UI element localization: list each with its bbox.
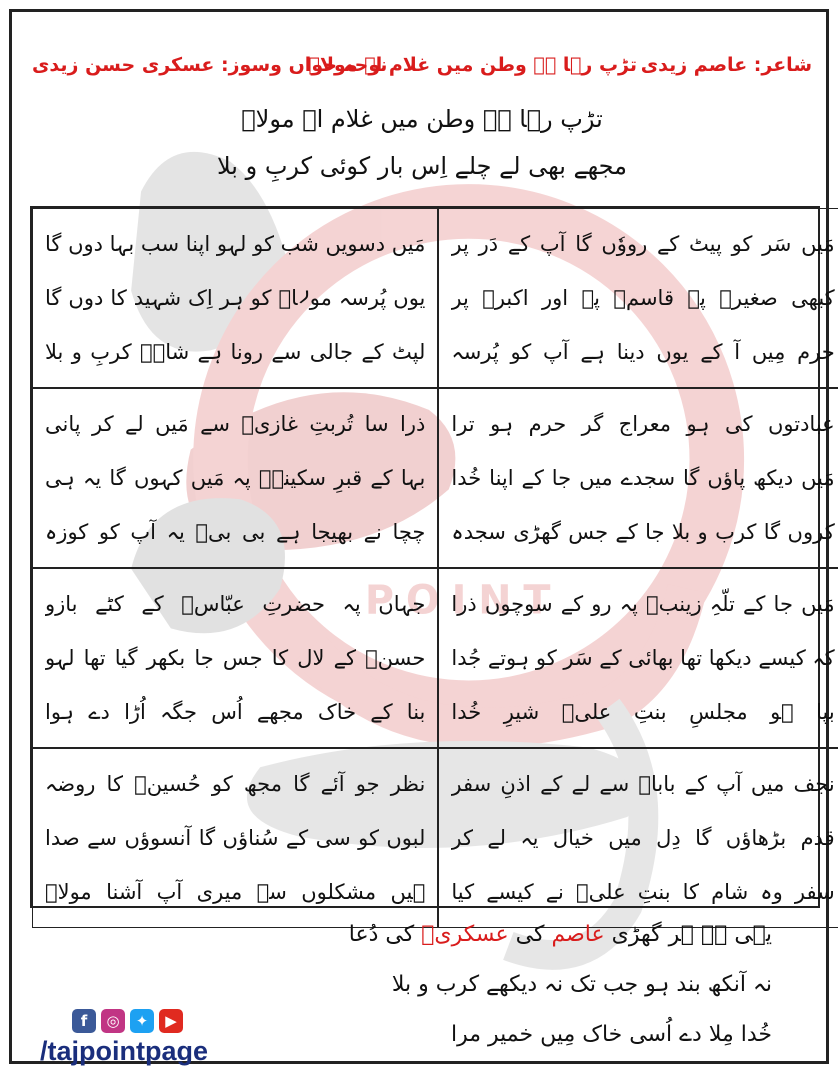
verse-line: کروں گا کرب و بلا جا کے جس گھڑی سجدہ [451,520,835,544]
intro-line-1: تڑپ رہا ہے وطن میں غلام اے مولاؑ [241,105,603,133]
poem-title: تڑپ رہا ہے وطن میں غلام اے مولاؑ [308,54,637,76]
verse-line: مَیں دیکھ پاؤں گا سجدے میں جا کے اپنا خُدا [451,466,835,490]
stanza-1-right [438,208,838,388]
stanza-4-left [32,748,438,928]
verse-line: چچا نے بھیجا ہے بی بیؑ یہ آپ کو کوزہ [45,520,426,544]
reciter-credit: نوحہ خواں وسوز: عسکری حسن زیدی [32,54,388,76]
verse-line: مَیں دسویں شب کو لہو اپنا سب بہا دوں گا [45,232,426,256]
verse-line: کہ کیسے دیکھا تھا بھائی کے سَر کو ہوتے جُدا [451,646,835,670]
verse-line: بنا کے خاک مجھے اُس جگہ اُڑا دے ہوا [45,700,426,724]
verse-line: حرم مِیں آ کے یوں دینا ہے آپ کو پُرسہ [451,340,835,364]
verse-line: ہیں مشکلوں سے میری آپ آشنا مولاؑ [45,880,426,904]
instagram-icon[interactable]: ◎ [101,1009,125,1033]
verse-line: لبوں کو سی کے سُناؤں گا آنسوؤں سے صدا [45,826,426,850]
verse-line: لپٹ کے جالی سے رونا ہے شاہؑ کربِ و بلا [45,340,426,364]
closing-line-2: نہ آنکھ بند ہو جب تک نہ دیکھے کرب و بلا [391,972,772,997]
youtube-icon[interactable]: ▶ [159,1009,183,1033]
verse-line: حسنؑ کے لال کا جس جا بکھر گیا تھا لہو [45,646,426,670]
verse-line: ذرا سا تُربتِ غازیؑ سے مَیں لے کر پانی [45,412,426,436]
svg-text:POINT: POINT [364,577,563,624]
poet-name-highlight: عاصم [551,922,605,947]
header [27,44,817,94]
stanza-table [30,206,835,908]
social-icons [72,1009,183,1033]
stanza-1-left [32,208,438,388]
verse-line: کبھی صغیرؑ پہ قاسمؑ پہ اور اکبرؑ پر [451,286,835,310]
verse-line: نجف میں آپ کے باباؑ سے لے کے اذنِ سفر [451,772,835,796]
twitter-icon[interactable]: ✦ [130,1009,154,1033]
closing-line-3: خُدا مِلا دے اُسی خاک مِیں خمیر مرا [451,1022,772,1047]
stanza-4-right [438,748,838,928]
verse-line: یوں پُرسہ مولاؑ کو ہر اِک شہید کا دوں گا [45,286,426,310]
intro-line-2: مجھے بھی لے چلے اِس بار کوئی کربِ و بلا [216,152,627,180]
stanza-3-left [32,568,438,748]
page-frame [9,9,835,1066]
verse-line: مَیں جا کے تلّہِ زینبؑ پہ رو کے سوچوں ذرا [451,592,835,616]
stanza-3-right [438,568,838,748]
closing-line-1 [212,922,772,947]
verse-line: بپا ہو مجلسِ بنتِ علیؑ شیرِ خُدا [451,700,835,724]
verse-line: بہا کے قبرِ سکینہؑ پہ مَیں کہوں گا یہ ہی [45,466,426,490]
verse-line: جہاں پہ حضرتِ عبّاسؑ کے کٹے بازو [45,592,426,616]
verse-line: مَیں سَر کو پیٹ کے رووٗں گا آپ کے دَر پر [451,232,835,256]
closing-text: یہی ہے ہر گھڑی [611,922,772,947]
verse-line: عبادتوں کی ہو معراج گر حرم ہو ترا [451,412,835,436]
stanza-2-right [438,388,838,568]
verse-line: نظر جو آئے گا مجھ کو حُسینؑ کا روضہ [45,772,426,796]
social-handle[interactable]: /tajpointpage [40,1036,208,1066]
facebook-icon[interactable]: f [72,1009,96,1033]
verse-line: سفر وہ شام کا بنتِ علیؑ نے کیسے کیا [451,880,835,904]
closing-text: کی دُعا [348,922,415,947]
poet-credit: شاعر: عاصم زیدی [640,54,812,76]
reciter-name-highlight: عسکریؔ [421,922,509,947]
stanza-2-left [32,388,438,568]
closing-text: کی [515,922,545,947]
verse-line: قدم بڑھاؤں گا دِل میں خیال یہ لے کر [451,826,835,850]
